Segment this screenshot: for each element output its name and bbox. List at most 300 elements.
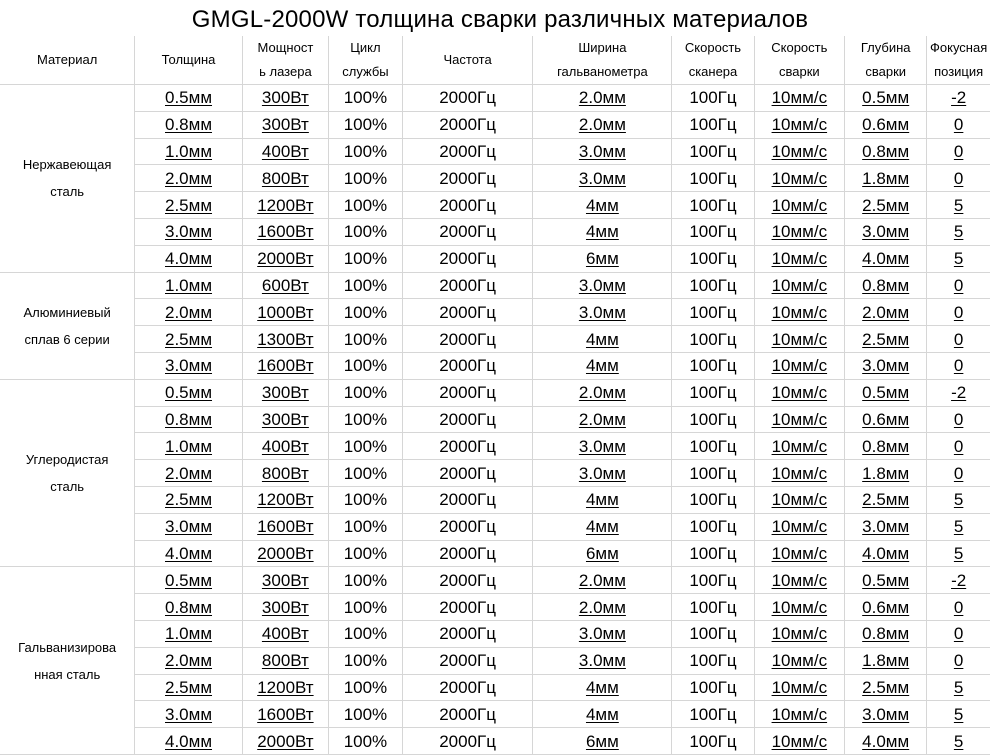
cell-value: 2000Гц [439,517,496,537]
laser-power-cell [242,299,328,326]
header-label-line: службы [342,64,389,79]
galvo-width-cell [533,647,672,674]
cell-value: 10мм/с [771,222,828,242]
cell-value: 10мм/с [771,624,828,644]
cell-value: 4мм [585,329,619,349]
cell-value: 1.0мм [165,436,213,456]
cell-value: 1600Вт [257,704,314,724]
cell-value: 10мм/с [771,490,828,510]
welding-speed-cell [754,486,845,513]
laser-power-cell [242,460,328,487]
duty-cycle-cell [329,379,403,406]
cell-value: 100Гц [689,517,737,537]
cell-value: 5 [953,517,964,537]
table-row [0,379,990,406]
welding-speed-cell [754,85,845,112]
cell-value: 100Гц [689,356,737,376]
cell-value: 5 [953,222,964,242]
cell-value: 100Гц [689,409,737,429]
cell-value: 100% [343,222,388,242]
cell-value: 0.5мм [862,383,910,403]
frequency-cell [402,379,533,406]
cell-value: 3.0мм [862,222,910,242]
laser-power-cell [242,513,328,540]
material-label-line: Углеродистая [25,452,109,468]
duty-cycle-cell [329,218,403,245]
cell-value: 4мм [585,490,619,510]
galvo-width-cell [533,406,672,433]
galvo-width-cell [533,486,672,513]
table-row [0,406,990,433]
cell-value: -2 [951,383,967,403]
laser-power-cell [242,379,328,406]
scanner-speed-cell [672,245,754,272]
material-cell [0,567,135,755]
cell-value: 2.5мм [862,677,910,697]
table-row [0,460,990,487]
cell-value: 1.8мм [862,463,910,483]
cell-value: 100% [343,409,388,429]
welding-speed-cell [754,326,845,353]
galvo-width-cell [533,701,672,728]
material-label-line: Алюминиевый [23,304,111,320]
cell-value: 2000Гц [439,463,496,483]
cell-value: 300Вт [261,88,309,108]
focus-position-cell [927,352,990,379]
laser-power-cell [242,326,328,353]
laser-power-cell [242,272,328,299]
cell-value: 100% [343,302,388,322]
welding-speed-cell [754,620,845,647]
cell-value: 100Гц [689,195,737,215]
cell-value: 0.8мм [165,115,213,135]
cell-value: 600Вт [261,275,309,295]
frequency-cell [402,326,533,353]
cell-value: 2.5мм [165,329,213,349]
material-cell [0,379,135,567]
cell-value: 3.0мм [862,356,910,376]
cell-value: 800Вт [261,651,309,671]
table-row [0,728,990,755]
cell-value: 100% [343,570,388,590]
duty-cycle-cell [329,192,403,219]
cell-value: 0 [953,329,964,349]
cell-value: 100% [343,383,388,403]
thickness-cell [135,647,242,674]
cell-value: 3.0мм [578,275,626,295]
cell-value: 2.0мм [578,570,626,590]
thickness-cell [135,701,242,728]
laser-power-cell [242,192,328,219]
welding-speed-cell [754,433,845,460]
cell-value: 1.0мм [165,275,213,295]
material-label-line: нная сталь [34,666,101,682]
material-label-line: сплав 6 серии [24,331,110,347]
table-row [0,352,990,379]
cell-value: 100Гц [689,624,737,644]
cell-value: 100% [343,543,388,563]
cell-value: 100Гц [689,436,737,456]
cell-value: 2.0мм [578,88,626,108]
scanner-speed-cell [672,165,754,192]
welding-depth-cell [845,85,927,112]
cell-value: 6мм [585,249,619,269]
cell-value: 100% [343,677,388,697]
laser-power-cell [242,728,328,755]
cell-value: 1000Вт [257,302,314,322]
duty-cycle-cell [329,165,403,192]
laser-power-cell [242,486,328,513]
scanner-speed-cell [672,352,754,379]
cell-value: 100% [343,731,388,751]
focus-position-cell [927,647,990,674]
table-row [0,433,990,460]
galvo-width-cell [533,192,672,219]
galvo-width-cell [533,379,672,406]
cell-value: 100Гц [689,249,737,269]
galvo-width-cell [533,460,672,487]
cell-value: 2000Гц [439,383,496,403]
cell-value: -2 [951,88,967,108]
cell-value: 5 [953,704,964,724]
galvo-width-cell [533,594,672,621]
focus-position-cell [927,111,990,138]
table-row [0,567,990,594]
header-label-line: Ширина [578,40,627,55]
cell-value: 3.0мм [578,624,626,644]
cell-value: 2000Вт [257,543,314,563]
cell-value: 10мм/с [771,731,828,751]
frequency-cell [402,111,533,138]
laser-power-cell [242,701,328,728]
document-title: GMGL-2000W толщина сварки различных материалов [191,6,809,33]
header-label-line: Скорость [684,40,742,55]
header-label-line: сварки [865,64,907,79]
duty-cycle-cell [329,701,403,728]
welding-speed-cell [754,138,845,165]
cell-value: 4.0мм [165,543,213,563]
header-label-line: Материал [37,52,98,67]
cell-value: 10мм/с [771,570,828,590]
duty-cycle-cell [329,299,403,326]
cell-value: 2000Гц [439,302,496,322]
table-row [0,245,990,272]
cell-value: 100% [343,436,388,456]
duty-cycle-cell [329,85,403,112]
cell-value: 5 [953,195,964,215]
cell-value: 4.0мм [165,731,213,751]
cell-value: 100Гц [689,704,737,724]
cell-value: 2000Гц [439,275,496,295]
welding-depth-cell [845,272,927,299]
frequency-cell [402,486,533,513]
cell-value: 0.8мм [862,141,910,161]
cell-value: 0 [953,168,964,188]
material-label-line: сталь [50,184,85,200]
header-label-line: сканера [688,64,738,79]
laser-power-cell [242,406,328,433]
cell-value: 1600Вт [257,517,314,537]
welding-depth-cell [845,218,927,245]
cell-value: 10мм/с [771,409,828,429]
welding-depth-cell [845,540,927,567]
welding-speed-cell [754,513,845,540]
cell-value: 3.0мм [165,356,213,376]
cell-value: 1.8мм [862,651,910,671]
laser-power-cell [242,540,328,567]
galvo-width-cell [533,433,672,460]
cell-value: 100% [343,168,388,188]
table-row [0,594,990,621]
cell-value: 1200Вт [257,490,314,510]
welding-depth-cell [845,245,927,272]
duty-cycle-cell [329,513,403,540]
frequency-cell [402,540,533,567]
frequency-cell [402,299,533,326]
duty-cycle-cell [329,433,403,460]
welding-speed-cell [754,352,845,379]
cell-value: 10мм/с [771,141,828,161]
cell-value: 0 [953,651,964,671]
thickness-cell [135,567,242,594]
thickness-cell [135,728,242,755]
cell-value: 100Гц [689,168,737,188]
cell-value: 400Вт [261,624,309,644]
material-label-line: Гальванизирова [18,639,117,655]
cell-value: 100Гц [689,731,737,751]
duty-cycle-cell [329,245,403,272]
cell-value: 100Гц [689,329,737,349]
cell-value: 0.6мм [862,115,910,135]
cell-value: 400Вт [261,141,309,161]
table-header [0,36,990,85]
cell-value: 0.8мм [862,275,910,295]
welding-speed-cell [754,674,845,701]
cell-value: 2.0мм [165,302,213,322]
cell-value: 100% [343,517,388,537]
cell-value: 0.5мм [165,570,213,590]
welding-speed-cell [754,218,845,245]
frequency-cell [402,245,533,272]
focus-position-cell [927,272,990,299]
cell-value: 3.0мм [165,704,213,724]
frequency-cell [402,272,533,299]
header-laser-power [242,36,328,85]
table-row [0,674,990,701]
cell-value: 3.0мм [578,436,626,456]
cell-value: 2000Гц [439,570,496,590]
galvo-width-cell [533,138,672,165]
cell-value: 2000Гц [439,731,496,751]
scanner-speed-cell [672,379,754,406]
frequency-cell [402,620,533,647]
cell-value: 0.6мм [862,597,910,617]
header-duty-cycle [329,36,403,85]
cell-value: 100Гц [689,490,737,510]
header-label-line: Цикл [350,40,381,55]
welding-depth-cell [845,406,927,433]
header-label-line: Мощност [257,40,314,55]
cell-value: 4.0мм [165,249,213,269]
cell-value: 100% [343,490,388,510]
galvo-width-cell [533,272,672,299]
thickness-cell [135,674,242,701]
welding-speed-cell [754,567,845,594]
cell-value: 2000Гц [439,141,496,161]
cell-value: 10мм/с [771,517,828,537]
welding-speed-cell [754,379,845,406]
cell-value: 1600Вт [257,356,314,376]
welding-depth-cell [845,433,927,460]
cell-value: 0.5мм [862,88,910,108]
cell-value: 1200Вт [257,195,314,215]
focus-position-cell [927,540,990,567]
cell-value: 5 [953,543,964,563]
cell-value: 2000Гц [439,677,496,697]
cell-value: 2000Гц [439,597,496,617]
cell-value: 100% [343,141,388,161]
welding-depth-cell [845,192,927,219]
cell-value: 100% [343,329,388,349]
cell-value: 4мм [585,222,619,242]
cell-value: 0 [953,597,964,617]
thickness-cell [135,460,242,487]
focus-position-cell [927,674,990,701]
duty-cycle-cell [329,460,403,487]
laser-power-cell [242,352,328,379]
cell-value: 3.0мм [165,517,213,537]
cell-value: 4.0мм [862,543,910,563]
scanner-speed-cell [672,540,754,567]
header-welding-speed [754,36,845,85]
welding-speed-cell [754,165,845,192]
duty-cycle-cell [329,272,403,299]
cell-value: 5 [953,677,964,697]
focus-position-cell [927,299,990,326]
galvo-width-cell [533,728,672,755]
welding-speed-cell [754,272,845,299]
cell-value: 0 [953,409,964,429]
cell-value: 10мм/с [771,383,828,403]
cell-value: 100Гц [689,383,737,403]
welding-depth-cell [845,513,927,540]
focus-position-cell [927,165,990,192]
thickness-cell [135,165,242,192]
duty-cycle-cell [329,111,403,138]
galvo-width-cell [533,299,672,326]
cell-value: 2000Гц [439,195,496,215]
cell-value: 2000Гц [439,436,496,456]
cell-value: 1.0мм [165,624,213,644]
frequency-cell [402,513,533,540]
cell-value: 0.5мм [165,88,213,108]
table-body [0,85,990,755]
frequency-cell [402,85,533,112]
cell-value: 0 [953,436,964,456]
cell-value: 10мм/с [771,329,828,349]
welding-depth-cell [845,674,927,701]
cell-value: 4мм [585,677,619,697]
cell-value: 2000Вт [257,731,314,751]
cell-value: 10мм/с [771,677,828,697]
table-row [0,111,990,138]
focus-position-cell [927,701,990,728]
duty-cycle-cell [329,352,403,379]
cell-value: 10мм/с [771,597,828,617]
focus-position-cell [927,245,990,272]
table-row [0,165,990,192]
cell-value: 4мм [585,195,619,215]
cell-value: 3.0мм [862,704,910,724]
laser-power-cell [242,567,328,594]
cell-value: 2000Гц [439,249,496,269]
cell-value: 2.0мм [165,651,213,671]
cell-value: 4мм [585,356,619,376]
cell-value: 10мм/с [771,115,828,135]
welding-depth-cell [845,620,927,647]
table-row [0,701,990,728]
duty-cycle-cell [329,728,403,755]
cell-value: 2000Гц [439,624,496,644]
focus-position-cell [927,326,990,353]
thickness-cell [135,486,242,513]
galvo-width-cell [533,513,672,540]
cell-value: 2000Гц [439,88,496,108]
galvo-width-cell [533,567,672,594]
cell-value: 10мм/с [771,302,828,322]
scanner-speed-cell [672,326,754,353]
thickness-cell [135,245,242,272]
thickness-cell [135,620,242,647]
cell-value: 800Вт [261,168,309,188]
laser-power-cell [242,674,328,701]
cell-value: 0 [953,141,964,161]
cell-value: 10мм/с [771,436,828,456]
welding-depth-cell [845,701,927,728]
table-row [0,272,990,299]
duty-cycle-cell [329,406,403,433]
cell-value: 0 [953,302,964,322]
focus-position-cell [927,379,990,406]
cell-value: 6мм [585,731,619,751]
duty-cycle-cell [329,594,403,621]
duty-cycle-cell [329,620,403,647]
cell-value: 10мм/с [771,543,828,563]
galvo-width-cell [533,540,672,567]
header-label-line: сварки [778,64,820,79]
scanner-speed-cell [672,138,754,165]
cell-value: 4.0мм [862,249,910,269]
frequency-cell [402,701,533,728]
cell-value: 300Вт [261,115,309,135]
welding-depth-cell [845,647,927,674]
cell-value: 0.8мм [862,624,910,644]
cell-value: 2000Гц [439,168,496,188]
cell-value: 800Вт [261,463,309,483]
cell-value: 1.8мм [862,168,910,188]
scanner-speed-cell [672,674,754,701]
focus-position-cell [927,433,990,460]
cell-value: 300Вт [261,597,309,617]
cell-value: 0.8мм [165,409,213,429]
table-row [0,540,990,567]
thickness-cell [135,594,242,621]
scanner-speed-cell [672,299,754,326]
laser-power-cell [242,165,328,192]
header-label-line: ь лазера [259,64,312,79]
frequency-cell [402,406,533,433]
header-frequency [402,36,533,85]
